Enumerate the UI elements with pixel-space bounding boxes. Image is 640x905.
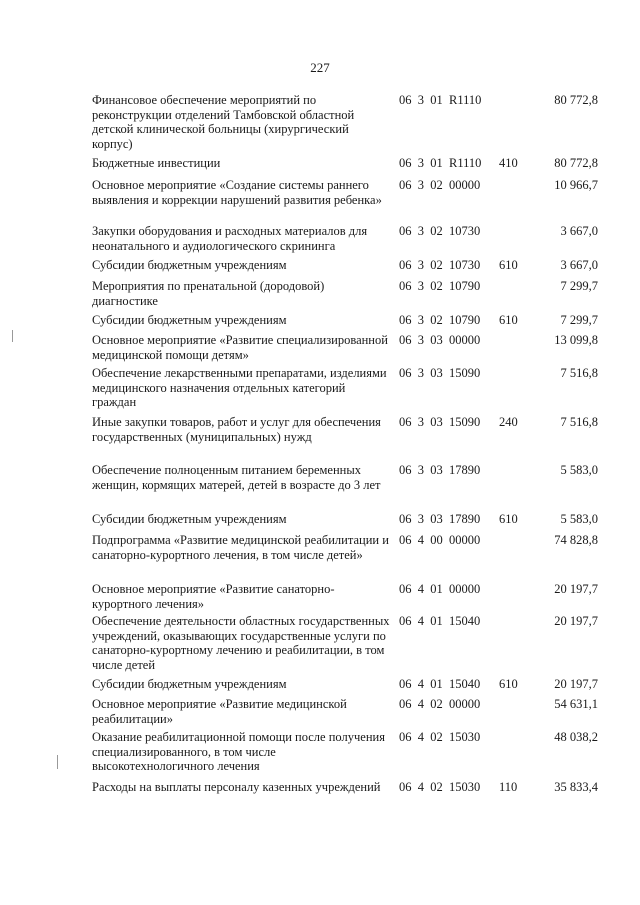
row-amount: 80 772,8 (554, 156, 598, 170)
row-name: Обеспечение полноценным питанием беременных женщин, кормящих матерей, детей в возрасте до 3 лет (92, 463, 381, 492)
row-name: Бюджетные инвестиции (92, 156, 221, 170)
row-amount: 7 516,8 (560, 366, 598, 380)
row-expense-type: 610 (499, 313, 518, 327)
row-code: 06 3 03 17890 (399, 512, 481, 526)
row-code: 06 4 02 15030 (399, 780, 481, 794)
row-code: 06 3 03 15090 (399, 366, 481, 380)
row-name: Основное мероприятие «Развитие медицинской реабилитации» (92, 697, 347, 726)
scan-mark (57, 755, 58, 769)
row-amount: 7 299,7 (560, 313, 598, 327)
row-name: Основное мероприятие «Развитие специализированной медицинской помощи детям» (92, 333, 388, 362)
row-amount: 20 197,7 (554, 677, 598, 691)
row-code: 06 4 01 15040 (399, 677, 481, 691)
row-code: 06 4 00 00000 (399, 533, 481, 547)
row-expense-type: 110 (499, 780, 518, 794)
row-code: 06 3 02 10790 (399, 313, 481, 327)
row-amount: 20 197,7 (554, 614, 598, 628)
row-name: Финансовое обеспечение мероприятий по реконструкции отделений Тамбовской областной детской клинической больницы (хирургический корпус) (92, 93, 355, 151)
row-amount: 20 197,7 (554, 582, 598, 596)
row-code: 06 3 03 17890 (399, 463, 481, 477)
row-name: Расходы на выплаты персоналу казенных учреждений (92, 780, 381, 794)
row-amount: 7 516,8 (560, 415, 598, 429)
row-amount: 80 772,8 (554, 93, 598, 107)
row-amount: 7 299,7 (560, 279, 598, 293)
row-name: Мероприятия по пренатальной (дородовой) диагностике (92, 279, 325, 308)
row-code: 06 3 02 00000 (399, 178, 481, 192)
row-amount: 3 667,0 (560, 224, 598, 238)
row-name: Субсидии бюджетным учреждениям (92, 677, 287, 691)
row-code: 06 3 01 R1110 (399, 156, 482, 170)
scan-mark (12, 330, 13, 342)
row-code: 06 3 03 00000 (399, 333, 481, 347)
row-name: Обеспечение деятельности областных государственных учреждений, оказывающих государственные услуги по санаторно-курортному лечению и реабилитации, в том числе детей (92, 614, 390, 672)
row-amount: 54 631,1 (554, 697, 598, 711)
row-expense-type: 410 (499, 156, 518, 170)
row-expense-type: 610 (499, 258, 518, 272)
row-expense-type: 610 (499, 512, 518, 526)
row-amount: 10 966,7 (554, 178, 598, 192)
row-name: Закупки оборудования и расходных материалов для неонатального и аудиологического скрининга (92, 224, 368, 253)
row-amount: 5 583,0 (560, 512, 598, 526)
row-code: 06 4 01 00000 (399, 582, 481, 596)
row-expense-type: 610 (499, 677, 518, 691)
row-code: 06 3 01 R1110 (399, 93, 482, 107)
row-code: 06 3 02 10730 (399, 224, 481, 238)
row-name: Подпрограмма «Развитие медицинской реабилитации и санаторно-курортного лечения, в том числе детей» (92, 533, 389, 562)
row-name: Основное мероприятие «Создание системы раннего выявления и коррекции нарушений развития ребенка» (92, 178, 382, 207)
row-amount: 48 038,2 (554, 730, 598, 744)
row-name: Субсидии бюджетным учреждениям (92, 512, 287, 526)
row-amount: 13 099,8 (554, 333, 598, 347)
row-name: Основное мероприятие «Развитие санаторно-курортного лечения» (92, 582, 335, 611)
row-amount: 74 828,8 (554, 533, 598, 547)
row-name: Субсидии бюджетным учреждениям (92, 313, 287, 327)
row-code: 06 3 03 15090 (399, 415, 481, 429)
row-amount: 3 667,0 (560, 258, 598, 272)
row-code: 06 4 01 15040 (399, 614, 481, 628)
page-number: 227 (310, 60, 330, 75)
row-name: Субсидии бюджетным учреждениям (92, 258, 287, 272)
row-code: 06 3 02 10730 (399, 258, 481, 272)
row-amount: 5 583,0 (560, 463, 598, 477)
row-expense-type: 240 (499, 415, 518, 429)
row-name: Иные закупки товаров, работ и услуг для обеспечения государственных (муниципальных) нужд (92, 415, 381, 444)
row-code: 06 4 02 15030 (399, 730, 481, 744)
row-amount: 35 833,4 (554, 780, 598, 794)
row-code: 06 3 02 10790 (399, 279, 481, 293)
row-name: Обеспечение лекарственными препаратами, изделиями медицинского назначения отдельных категорий граждан (92, 366, 387, 409)
row-name: Оказание реабилитационной помощи после получения специализированного, в том числе высокотехнологичного лечения (92, 730, 385, 773)
row-code: 06 4 02 00000 (399, 697, 481, 711)
